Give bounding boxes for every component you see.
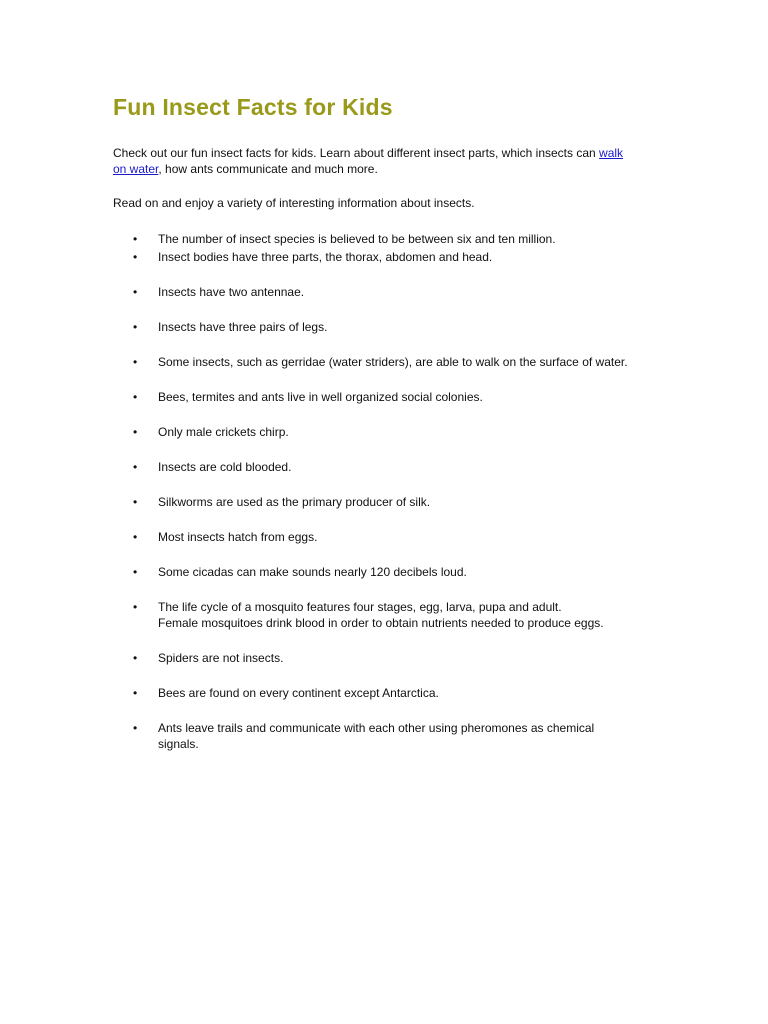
intro-paragraph (113, 145, 658, 177)
fact-text: Bees, termites and ants live in well organized social colonies. (158, 390, 483, 404)
bullet-icon: • (133, 651, 138, 665)
facts-list (113, 231, 658, 752)
bullet-icon: • (133, 250, 138, 264)
fact-text: Most insects hatch from eggs. (158, 530, 318, 544)
document-page (113, 92, 658, 771)
bullet-icon: • (133, 232, 138, 246)
list-item (113, 424, 658, 440)
fact-text-continuation: Female mosquitoes drink blood in order to obtain nutrients needed to produce eggs. (158, 616, 604, 630)
bullet-icon: • (133, 721, 138, 735)
list-item (113, 494, 658, 510)
bullet-icon: • (133, 530, 138, 544)
fact-text: Spiders are not insects. (158, 651, 284, 665)
walk-on-water-link[interactable]: walk on water (113, 146, 624, 176)
intro-text-end: , how ants communicate and much more. (158, 162, 378, 176)
fact-text: Insects are cold blooded. (158, 460, 292, 474)
fact-text: Insects have three pairs of legs. (158, 320, 328, 334)
fact-text: Some insects, such as gerridae (water striders), are able to walk on the surface of water. (158, 355, 628, 369)
fact-text: Bees are found on every continent except Antarctica. (158, 686, 439, 700)
fact-text: Some cicadas can make sounds nearly 120 decibels loud. (158, 565, 467, 579)
bullet-icon: • (133, 285, 138, 299)
bullet-icon: • (133, 390, 138, 404)
bullet-icon: • (133, 460, 138, 474)
fact-text: Ants leave trails and communicate with each other using pheromones as chemical (158, 721, 595, 735)
fact-text: The number of insect species is believed to be between six and ten million. (158, 232, 556, 246)
page-title: Fun Insect Facts for Kids (113, 94, 393, 120)
bullet-icon: • (133, 355, 138, 369)
fact-text: Insect bodies have three parts, the thorax, abdomen and head. (158, 250, 493, 264)
fact-text: The life cycle of a mosquito features four stages, egg, larva, pupa and adult. (158, 600, 562, 614)
list-item (113, 231, 658, 247)
bullet-icon: • (133, 686, 138, 700)
bullet-icon: • (133, 600, 138, 614)
fact-text: Silkworms are used as the primary producer of silk. (158, 495, 431, 509)
fact-text: Insects have two antennae. (158, 285, 305, 299)
list-item (113, 319, 658, 335)
fact-text: Only male crickets chirp. (158, 425, 289, 439)
list-item (113, 389, 658, 405)
list-item (113, 720, 658, 752)
list-item (113, 599, 658, 631)
list-item (113, 354, 658, 370)
bullet-icon: • (133, 565, 138, 579)
list-item (113, 249, 658, 265)
intro-text: Check out our fun insect facts for kids. Learn about different insect parts, which insects can (113, 146, 600, 160)
bullet-icon: • (133, 495, 138, 509)
list-item (113, 685, 658, 701)
list-item (113, 284, 658, 300)
list-item (113, 459, 658, 475)
read-on-paragraph: Read on and enjoy a variety of interesting information about insects. (113, 196, 475, 210)
fact-text-continuation: signals. (158, 737, 199, 751)
list-item (113, 564, 658, 580)
bullet-icon: • (133, 425, 138, 439)
list-item (113, 650, 658, 666)
list-item (113, 529, 658, 545)
bullet-icon: • (133, 320, 138, 334)
